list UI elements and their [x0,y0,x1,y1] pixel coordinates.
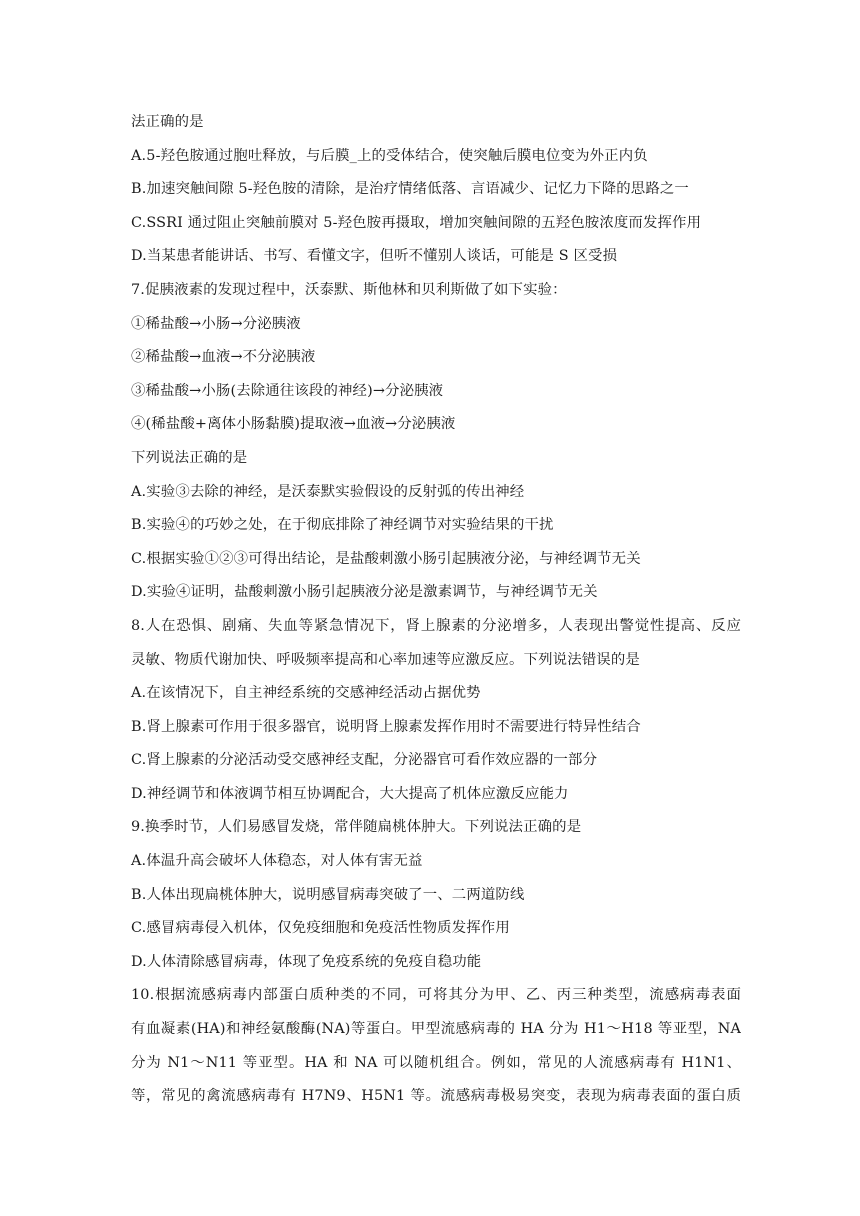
text-line-q8-option-d: D.神经调节和体液调节相互协调配合，大大提高了机体应激反应能力 [131,785,569,802]
text-line-q7-experiment-3: ③稀盐酸→小肠(去除通往该段的神经)→分泌胰液 [131,382,444,399]
text-line-q7-stem: 7.促胰液素的发现过程中，沃泰默、斯他林和贝利斯做了如下实验： [131,281,567,298]
text-line-q10-stem-1: 10.根据流感病毒内部蛋白质种类的不同，可将其分为甲、乙、丙三种类型，流感病毒表面 [131,987,741,1004]
page-content [131,106,741,1114]
text-line-q7-option-a: A.实验③去除的神经，是沃泰默实验假设的反射弧的传出神经 [131,483,525,500]
text-line-q10-stem-2: 有血凝素(HA)和神经氨酸酶(NA)等蛋白。甲型流感病毒的 HA 分为 H1～H18 等亚型，NA [131,1021,741,1038]
text-line-q7-option-b: B.实验④的巧妙之处，在于彻底排除了神经调节对实验结果的干扰 [131,517,554,534]
text-line-q10-stem-4: 等，常见的禽流感病毒有 H7N9、H5N1 等。流感病毒极易突变，表现为病毒表面的蛋白质 [131,1088,741,1105]
text-line-q8-stem-2: 灵敏、物质代谢加快、呼吸频率提高和心率加速等应激反应。下列说法错误的是 [131,651,640,668]
text-line-q9-option-a: A.体温升高会破坏人体稳态，对人体有害无益 [131,853,423,870]
text-line-q7-experiment-1: ①稀盐酸→小肠→分泌胰液 [131,315,301,332]
text-line-q8-option-a: A.在该情况下，自主神经系统的交感神经活动占据优势 [131,685,481,702]
text-line-q6-option-d: D.当某患者能讲话、书写、看懂文字，但听不懂别人谈话，可能是 S 区受损 [131,248,618,265]
text-line-q7-option-d: D.实验④证明，盐酸刺激小肠引起胰液分泌是激素调节，与神经调节无关 [131,584,598,601]
text-line-q6-option-b: B.加速突触间隙 5-羟色胺的清除，是治疗情绪低落、言语减少、记忆力下降的思路之一 [131,181,689,198]
text-line-q9-option-b: B.人体出现扁桃体肿大，说明感冒病毒突破了一、二两道防线 [131,886,525,903]
text-line-q7-experiment-2: ②稀盐酸→血液→不分泌胰液 [131,349,316,366]
text-line-q7-experiment-4: ④(稀盐酸+离体小肠黏膜)提取液→血液→分泌胰液 [131,416,456,433]
text-line-q7-prompt: 下列说法正确的是 [131,449,248,466]
text-line-q9-option-c: C.感冒病毒侵入机体，仅免疫细胞和免疫活性物质发挥作用 [131,920,510,937]
text-line-q8-option-c: C.肾上腺素的分泌活动受交感神经支配，分泌器官可看作效应器的一部分 [131,752,598,769]
text-line-q9-option-d: D.人体清除感冒病毒，体现了免疫系统的免疫自稳功能 [131,953,482,970]
text-line-q6-option-c: C.SSRI 通过阻止突触前膜对 5-羟色胺再摄取，增加突触间隙的五羟色胺浓度而发挥作用 [131,214,702,231]
text-line-q9-stem: 9.换季时节，人们易感冒发烧，常伴随扁桃体肿大。下列说法正确的是 [131,819,582,836]
text-line-q8-stem-1: 8.人在恐惧、剧痛、失血等紧急情况下，肾上腺素的分泌增多，人表现出警觉性提高、反应 [131,617,741,634]
text-line-q6-stem-end: 法正确的是 [131,114,204,130]
text-line-q6-option-a: A.5-羟色胺通过胞吐释放，与后膜_上的受体结合，使突触后膜电位变为外正内负 [131,147,648,164]
text-line-q10-stem-3: 分为 N1～N11 等亚型。HA 和 NA 可以随机组合。例如，常见的人流感病毒有 H1N1、 [131,1054,741,1071]
text-line-q8-option-b: B.肾上腺素可作用于很多器官，说明肾上腺素发挥作用时不需要进行特异性结合 [131,718,641,735]
text-line-q7-option-c: C.根据实验①②③可得出结论，是盐酸刺激小肠引起胰液分泌，与神经调节无关 [131,550,641,567]
